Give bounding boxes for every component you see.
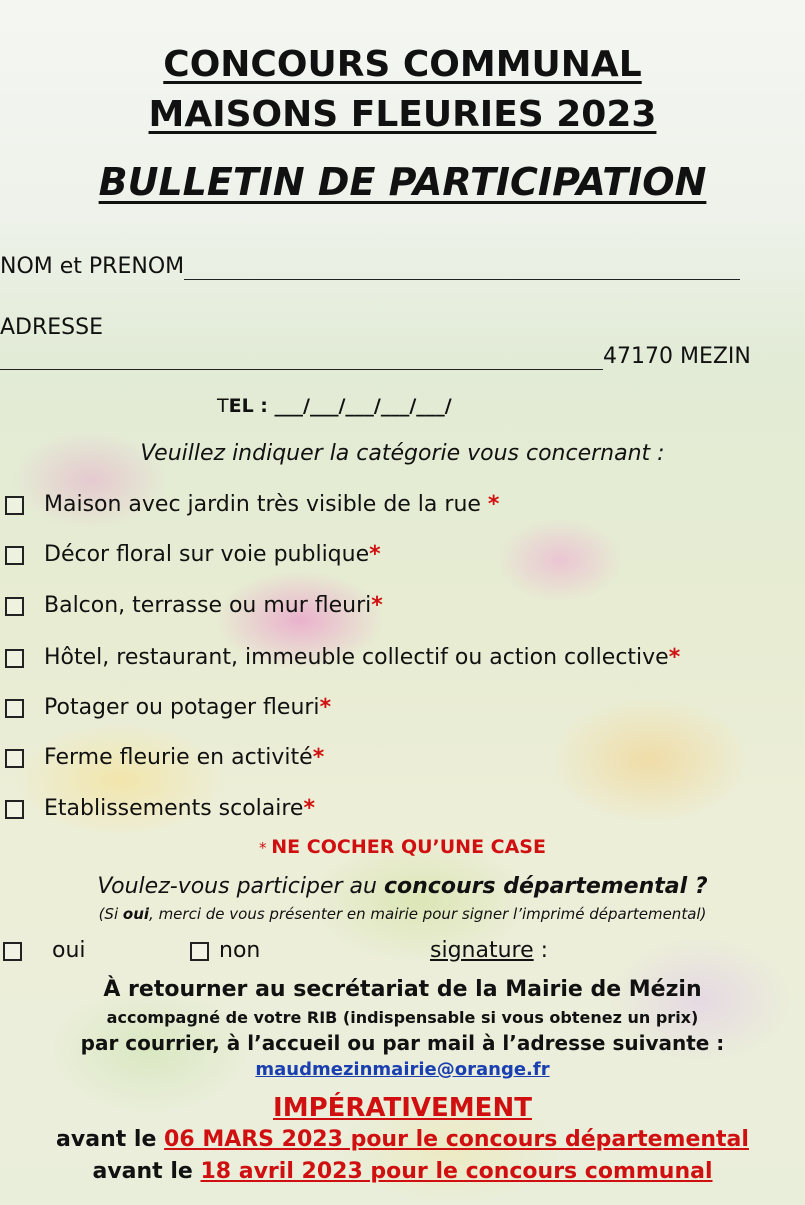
category-option[interactable] <box>0 695 331 720</box>
one-box-warning <box>0 836 805 858</box>
oui-label: oui <box>52 938 86 963</box>
category-star: * <box>369 542 381 567</box>
non-option[interactable] <box>190 938 260 963</box>
category-option[interactable] <box>0 593 383 618</box>
address-label: ADRESSE <box>0 315 104 340</box>
tel-input-line[interactable]: ___/___/___/___/___/ <box>274 395 452 417</box>
category-option[interactable] <box>0 645 680 670</box>
name-field <box>0 254 740 280</box>
return-line: À retourner au secrétariat de la Mairie de Mézin <box>103 977 702 1002</box>
deadline1-date: 06 MARS 2023 pour le concours départemental <box>164 1127 749 1152</box>
instruction: Veuillez indiquer la catégorie vous concernant : <box>140 441 665 466</box>
category-option[interactable] <box>0 542 381 567</box>
imperative: IMPÉRATIVEMENT <box>273 1093 532 1123</box>
non-label: non <box>219 938 261 963</box>
address-field <box>0 344 751 370</box>
deadline-communal <box>0 1159 805 1184</box>
oui-checkbox[interactable] <box>3 942 22 961</box>
deadline-departmental <box>0 1127 805 1152</box>
tel-label-t: T <box>217 395 229 417</box>
warning-star: * <box>259 839 272 857</box>
address-input-line[interactable] <box>0 344 603 370</box>
city-label: 47170 MEZIN <box>603 344 751 369</box>
name-label: NOM et PRENOM <box>0 254 185 279</box>
email-link[interactable]: maudmezinmairie@orange.fr <box>255 1059 550 1080</box>
question-bold: concours départemental ? <box>383 874 708 899</box>
oui-option[interactable] <box>0 938 86 963</box>
category-option[interactable] <box>0 492 499 517</box>
question-text: Voulez-vous participer au <box>97 874 384 899</box>
non-checkbox[interactable] <box>190 942 209 961</box>
tel-field <box>217 395 452 417</box>
deadline1-pre: avant le <box>56 1127 165 1152</box>
category-checkbox[interactable] <box>5 496 24 515</box>
warning-text: NE COCHER QU’UNE CASE <box>271 836 546 858</box>
category-label: Balcon, terrasse ou mur fleuri <box>44 593 372 618</box>
signature-colon: : <box>533 938 549 963</box>
title-line-2: MAISONS FLEURIES 2023 <box>148 94 657 135</box>
category-label: Etablissements scolaire <box>44 796 304 821</box>
category-label: Hôtel, restaurant, immeuble collectif ou action collective <box>44 645 669 670</box>
category-option[interactable] <box>0 745 324 770</box>
category-star: * <box>319 695 332 720</box>
note-pre: (Si <box>98 905 123 923</box>
category-star: * <box>371 593 383 618</box>
category-star: * <box>312 745 325 770</box>
category-label: Ferme fleurie en activité <box>44 745 313 770</box>
title-line-1: CONCOURS COMMUNAL <box>163 44 642 85</box>
signature-label: signature <box>430 938 534 963</box>
deadline2-pre: avant le <box>92 1159 201 1184</box>
name-input-line[interactable] <box>184 254 740 280</box>
mail-line: par courrier, à l’accueil ou par mail à l’adresse suivante : <box>80 1031 725 1055</box>
note-post: , merci de vous présenter en mairie pour signer l’imprimé départemental) <box>149 905 707 923</box>
tel-label: EL : <box>228 395 275 417</box>
rib-line: accompagné de votre RIB (indispensable si vous obtenez un prix) <box>106 1008 699 1027</box>
subtitle: BULLETIN DE PARTICIPATION <box>98 160 707 204</box>
category-label: Potager ou potager fleuri <box>44 695 320 720</box>
category-checkbox[interactable] <box>5 597 24 616</box>
category-star: * <box>668 645 681 670</box>
signature-field[interactable] <box>430 938 548 963</box>
category-label: Maison avec jardin très visible de la rue <box>44 492 488 517</box>
category-checkbox[interactable] <box>5 749 24 768</box>
email-link-wrap <box>0 1059 805 1080</box>
note-bold: oui <box>122 905 150 923</box>
category-checkbox[interactable] <box>5 800 24 819</box>
departmental-question <box>0 874 805 899</box>
deadline2-date: 18 avril 2023 pour le concours communal <box>200 1159 713 1184</box>
category-checkbox[interactable] <box>5 649 24 668</box>
category-star: * <box>303 796 315 821</box>
category-label: Décor floral sur voie publique <box>44 542 370 567</box>
category-option[interactable] <box>0 796 315 821</box>
category-checkbox[interactable] <box>5 699 24 718</box>
category-checkbox[interactable] <box>5 546 24 565</box>
departmental-note <box>0 905 805 923</box>
category-star: * <box>487 492 500 517</box>
